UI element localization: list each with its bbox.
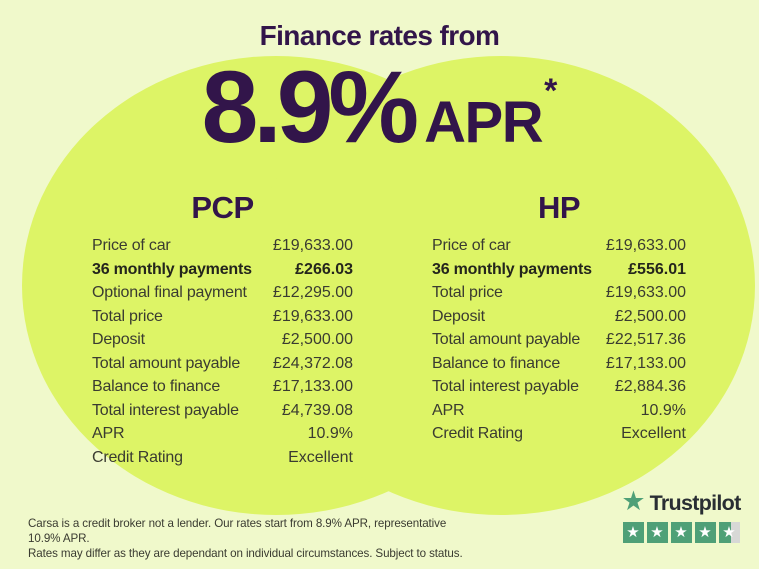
table-row (92, 261, 353, 285)
table-row (92, 449, 353, 473)
table-row (92, 402, 353, 426)
table-row (92, 331, 353, 355)
trustpilot-widget (621, 485, 741, 543)
row-value: £17,133.00 (605, 354, 686, 372)
table-row (432, 261, 686, 285)
row-label: Total interest payable (92, 401, 239, 419)
row-label: Total amount payable (92, 354, 241, 372)
row-value: £19,633.00 (605, 237, 686, 254)
row-label: APR (432, 401, 465, 419)
banner-title: Finance rates from (259, 20, 500, 51)
row-value: 10.9% (307, 425, 353, 442)
pcp-heading: PCP (191, 190, 254, 225)
row-label: Total interest payable (432, 378, 579, 395)
table-row (92, 425, 353, 449)
row-label: Total price (92, 307, 163, 325)
hp-heading: HP (537, 190, 581, 225)
row-value: £2,884.36 (614, 378, 686, 395)
rate-unit: APR (424, 90, 543, 155)
row-label: Total price (432, 284, 503, 301)
headline-rate (0, 50, 759, 164)
row-value: £12,295.00 (272, 284, 353, 301)
trustpilot-star-icon: ★ (621, 485, 646, 516)
legal-disclaimer (28, 516, 468, 561)
hp-table (432, 190, 686, 449)
table-row (432, 425, 686, 449)
row-value: Excellent (621, 425, 686, 442)
row-label: Price of car (432, 237, 511, 254)
row-value: £4,739.08 (281, 401, 353, 419)
table-row (432, 402, 686, 426)
trustpilot-rating-stars (622, 522, 740, 543)
row-label: Price of car (92, 237, 171, 254)
table-row (432, 331, 686, 355)
rating-star-icon: ★ (647, 522, 668, 543)
row-value: £24,372.08 (272, 354, 353, 372)
rating-star-icon: ★ (695, 522, 716, 543)
row-label: 36 monthly payments (432, 260, 592, 278)
row-label: Balance to finance (432, 354, 561, 372)
row-value: £556.01 (628, 260, 686, 278)
row-label: Balance to finance (92, 378, 221, 395)
rating-star-icon: ★ (623, 522, 644, 543)
table-row (92, 237, 353, 261)
row-value: £2,500.00 (614, 307, 686, 325)
rate-footnote-marker: * (544, 72, 558, 110)
table-row (92, 378, 353, 402)
table-row (432, 355, 686, 379)
row-label: Deposit (432, 307, 485, 325)
row-label: Deposit (92, 331, 145, 348)
row-label: 36 monthly payments (92, 260, 252, 278)
row-value: £22,517.36 (605, 331, 686, 348)
row-value: Excellent (288, 448, 353, 466)
table-row (92, 284, 353, 308)
table-row (92, 355, 353, 379)
trustpilot-logo (621, 485, 741, 517)
row-label: APR (92, 425, 125, 442)
pcp-table (92, 190, 353, 472)
row-value: £2,500.00 (281, 331, 353, 348)
disclaimer-line-2: Rates may differ as they are dependant on individual circumstances. Subject to status. (28, 547, 463, 560)
trustpilot-wordmark: Trustpilot (649, 490, 741, 515)
row-label: Credit Rating (432, 425, 523, 442)
row-value: £19,633.00 (272, 307, 353, 325)
rate-value: 8.9% (201, 50, 415, 164)
row-label: Credit Rating (92, 448, 183, 466)
row-label: Optional final payment (92, 284, 247, 301)
table-row (432, 237, 686, 261)
row-label: Total amount payable (432, 331, 581, 348)
row-value: £19,633.00 (605, 284, 686, 301)
rating-star-icon: ★ (671, 522, 692, 543)
table-row (432, 284, 686, 308)
rating-half-star-icon: ★ (719, 522, 740, 543)
table-row (432, 378, 686, 402)
table-row (432, 308, 686, 332)
row-value: £17,133.00 (272, 378, 353, 395)
row-value: £266.03 (295, 260, 353, 278)
table-row (92, 308, 353, 332)
row-value: £19,633.00 (272, 237, 353, 254)
row-value: 10.9% (640, 401, 686, 419)
disclaimer-line-1: Carsa is a credit broker not a lender. Our rates start from 8.9% APR, representative 10.9% APR. (28, 517, 447, 545)
